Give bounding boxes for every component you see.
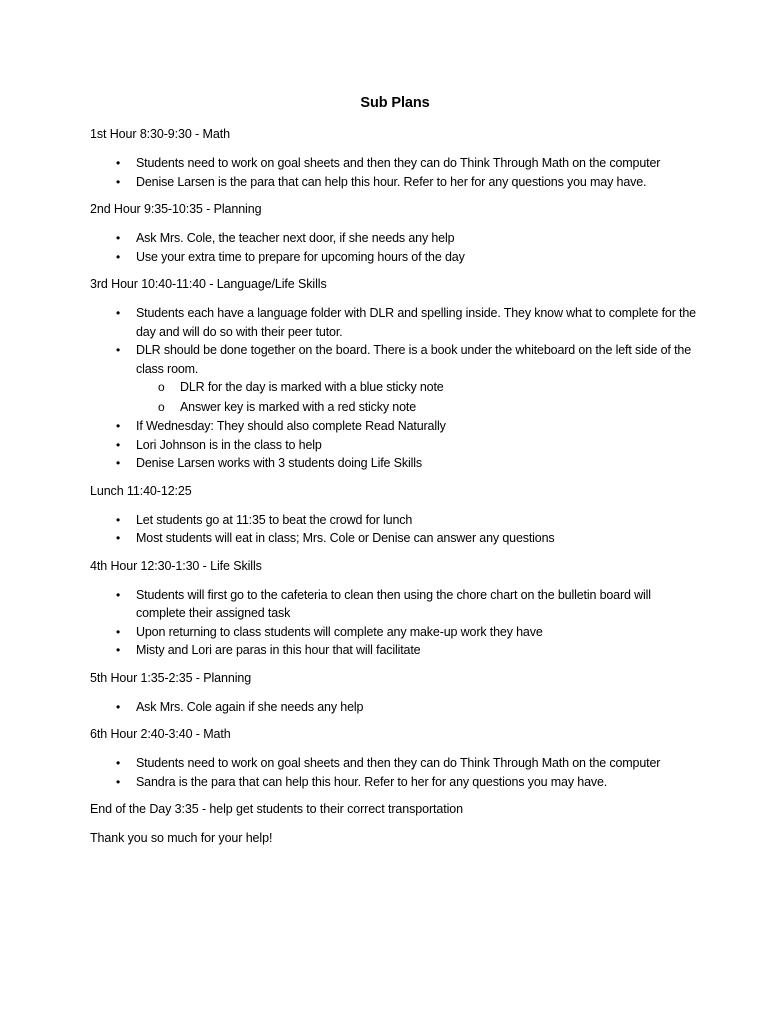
bullet-icon: •	[116, 756, 121, 770]
bullet-list	[90, 586, 700, 660]
list-item-text: Sandra is the para that can help this hour. Refer to her for any questions you may have.	[136, 774, 608, 789]
bullet-list	[90, 229, 700, 266]
bullet-list	[90, 698, 700, 717]
list-item	[90, 623, 700, 642]
bullet-icon: •	[116, 306, 121, 320]
thank-you-note: Thank you so much for your help!	[90, 831, 273, 845]
list-item-text: If Wednesday: They should also complete Read Naturally	[136, 419, 446, 433]
schedule-section	[90, 125, 700, 191]
bullet-icon: •	[116, 456, 121, 470]
list-item	[90, 417, 700, 436]
bullet-icon: •	[116, 419, 121, 433]
list-item	[90, 511, 700, 530]
section-heading: 1st Hour 8:30-9:30 - Math	[90, 127, 230, 141]
list-item-text: Students need to work on goal sheets and then they can do Think Through Math on the computer	[136, 756, 661, 770]
sections-container	[90, 125, 700, 791]
list-item	[90, 248, 700, 267]
list-item-text: Ask Mrs. Cole, the teacher next door, if she needs any help	[136, 231, 455, 245]
bullet-icon: •	[116, 774, 121, 789]
list-item	[90, 341, 700, 417]
bullet-list	[90, 304, 700, 473]
bullet-icon: •	[116, 343, 121, 357]
bullet-icon: •	[116, 643, 121, 657]
list-item	[90, 436, 700, 455]
schedule-section	[90, 669, 700, 717]
list-item	[90, 641, 700, 660]
bullet-icon: •	[116, 249, 121, 264]
hollow-bullet-icon: o	[158, 399, 165, 414]
section-heading: 2nd Hour 9:35-10:35 - Planning	[90, 202, 262, 216]
list-item	[90, 173, 700, 192]
list-item-text: Ask Mrs. Cole again if she needs any help	[136, 699, 364, 714]
list-item-text: Use your extra time to prepare for upcoming hours of the day	[136, 249, 465, 264]
sub-list-item-text: Answer key is marked with a red sticky note	[180, 399, 417, 414]
bullet-icon: •	[116, 587, 121, 602]
schedule-section	[90, 725, 700, 791]
hollow-bullet-icon: o	[158, 380, 165, 394]
bullet-list	[90, 511, 700, 548]
list-item-text: Students will first go to the cafeteria to clean then using the chore chart on the bulletin board will complete their assigned task	[136, 587, 651, 620]
list-item-text: Students each have a language folder with DLR and spelling inside. They know what to complete for the day and will do so with their peer tutor.	[136, 306, 696, 339]
page-title: Sub Plans	[360, 95, 430, 111]
list-item	[90, 754, 700, 773]
bullet-icon: •	[116, 531, 121, 545]
sub-bullet-list	[136, 378, 700, 417]
bullet-icon: •	[116, 624, 121, 639]
section-heading: Lunch 11:40-12:25	[90, 483, 192, 498]
bullet-icon: •	[116, 174, 121, 189]
sub-list-item	[90, 398, 700, 418]
bullet-icon: •	[116, 699, 121, 714]
list-item	[90, 304, 700, 341]
schedule-section	[90, 275, 700, 473]
list-item-text: Lori Johnson is in the class to help	[136, 437, 322, 452]
list-item	[90, 698, 700, 717]
list-item-text: Let students go at 11:35 to beat the crowd for lunch	[136, 512, 413, 527]
list-item	[90, 773, 700, 792]
end-of-day-note: End of the Day 3:35 - help get students to their correct transportation	[90, 802, 463, 816]
sub-list-item	[90, 378, 700, 398]
bullet-list	[90, 154, 700, 191]
list-item-text: DLR should be done together on the board. There is a book under the whiteboard on the left side of the class room.	[136, 343, 692, 376]
schedule-section	[90, 482, 700, 548]
list-item-text: Upon returning to class students will complete any make-up work they have	[136, 624, 543, 639]
schedule-section	[90, 200, 700, 266]
list-item	[90, 454, 700, 473]
bullet-icon: •	[116, 156, 121, 170]
list-item-text: Denise Larsen is the para that can help this hour. Refer to her for any questions you may have.	[136, 174, 647, 189]
section-heading: 3rd Hour 10:40-11:40 - Language/Life Skills	[90, 277, 327, 291]
list-item	[90, 154, 700, 173]
bullet-icon: •	[116, 231, 121, 245]
list-item	[90, 586, 700, 623]
section-heading: 4th Hour 12:30-1:30 - Life Skills	[90, 558, 262, 573]
bullet-list	[90, 754, 700, 791]
bullet-icon: •	[116, 437, 121, 452]
sub-list-item-text: DLR for the day is marked with a blue sticky note	[180, 380, 444, 394]
document-page	[90, 94, 700, 858]
list-item	[90, 529, 700, 548]
bullet-icon: •	[116, 512, 121, 527]
section-heading: 6th Hour 2:40-3:40 - Math	[90, 727, 231, 741]
list-item	[90, 229, 700, 248]
schedule-section	[90, 557, 700, 660]
section-heading: 5th Hour 1:35-2:35 - Planning	[90, 670, 252, 685]
list-item-text: Most students will eat in class; Mrs. Cole or Denise can answer any questions	[136, 531, 555, 545]
list-item-text: Misty and Lori are paras in this hour that will facilitate	[136, 643, 421, 657]
list-item-text: Denise Larsen works with 3 students doing Life Skills	[136, 456, 422, 470]
list-item-text: Students need to work on goal sheets and then they can do Think Through Math on the computer	[136, 156, 661, 170]
